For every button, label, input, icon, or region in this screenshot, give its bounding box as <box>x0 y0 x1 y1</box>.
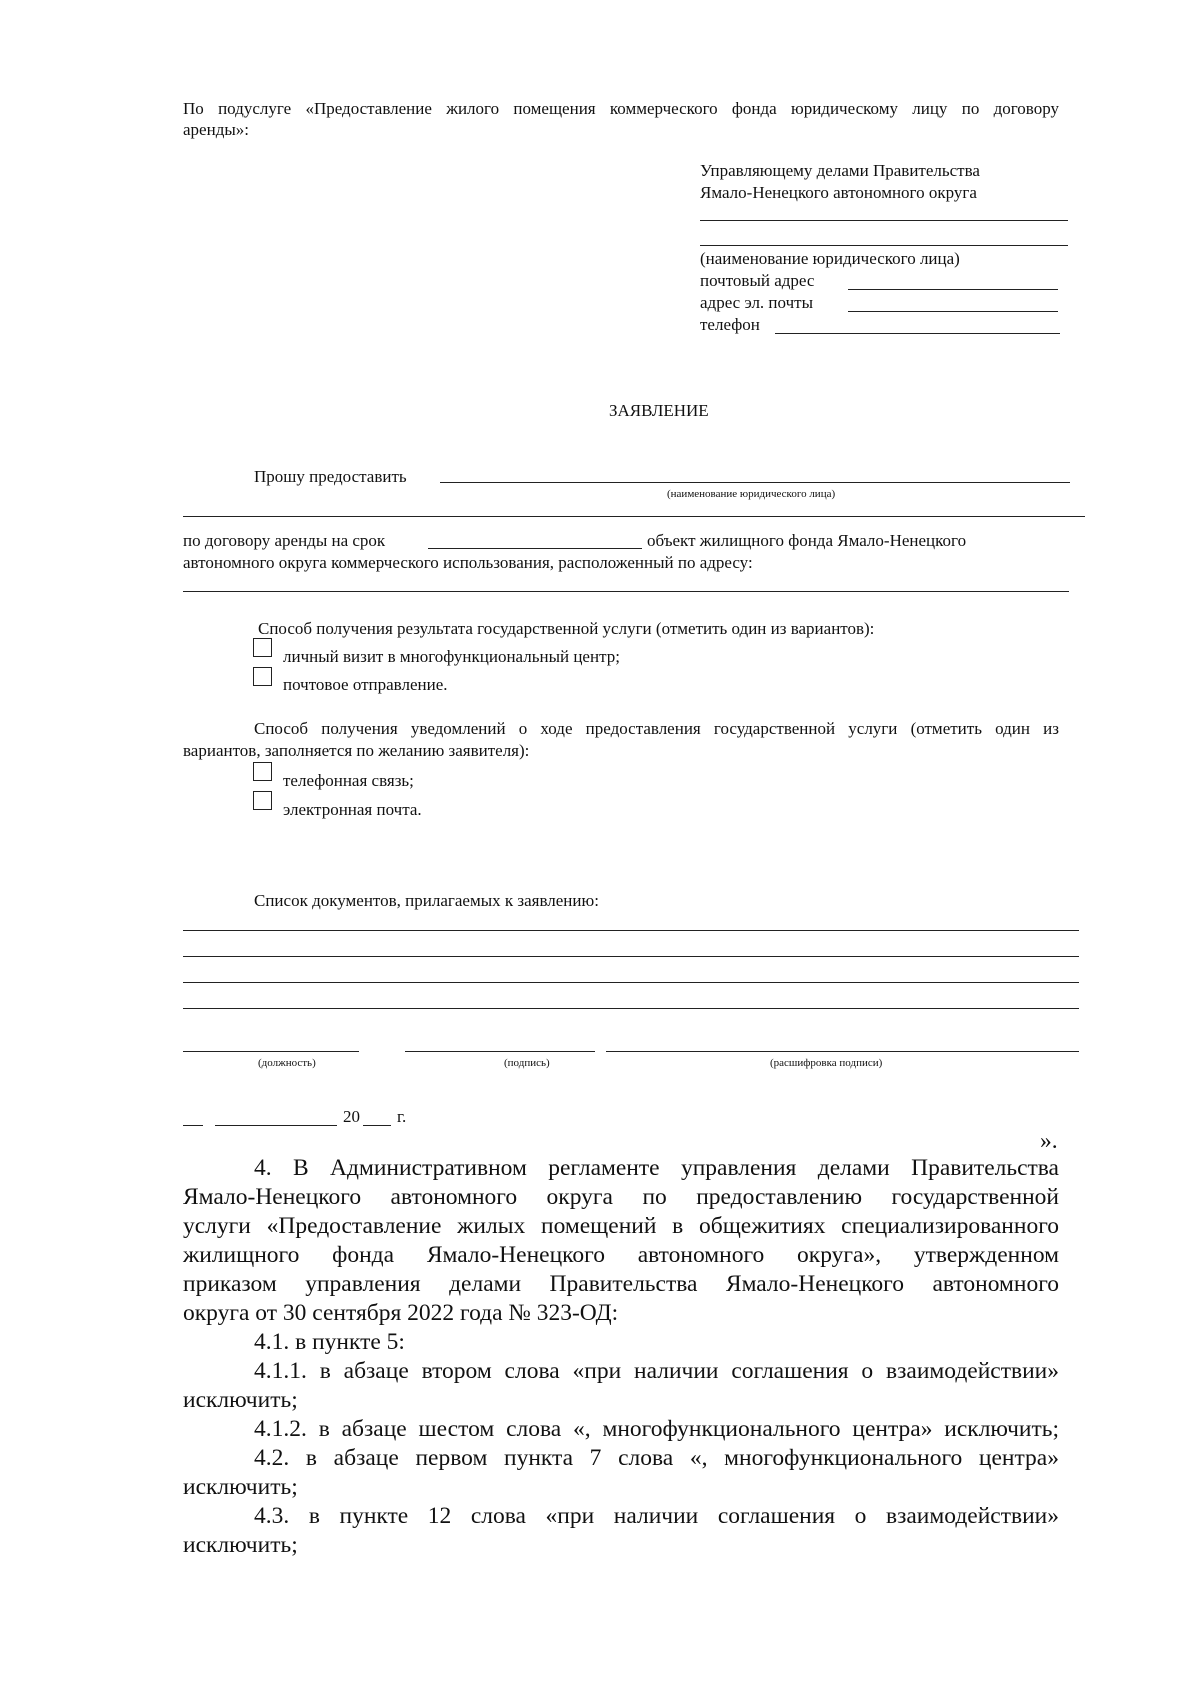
request-ask-label: Прошу предоставить <box>254 467 407 486</box>
p41: 4.1. в пункте 5: <box>254 1329 405 1355</box>
phone-field[interactable] <box>775 333 1060 334</box>
checkbox-postal[interactable] <box>253 667 272 686</box>
checkbox-personal-visit[interactable] <box>253 638 272 657</box>
notify-method-heading-1: Способ получения уведомлений о ходе предоставления государственной услуги (отметить один из <box>254 719 1059 738</box>
p42-line-1: 4.2. в абзаце первом пункта 7 слова «, многофункционального центра» <box>254 1445 1059 1471</box>
signature-decoding-caption: (расшифровка подписи) <box>770 1057 883 1069</box>
p411-line-2: исключить; <box>183 1387 298 1413</box>
term-rest: объект жилищного фонда Ямало-Ненецкого <box>647 531 967 550</box>
date-year-prefix: 20 <box>343 1107 360 1126</box>
signature-field[interactable] <box>405 1051 595 1052</box>
documents-line-2[interactable] <box>183 956 1079 957</box>
p4-line-5: приказом управления делами Правительства Ямало-Ненецкого автономного <box>183 1271 1059 1297</box>
postal-address-field[interactable] <box>848 289 1058 290</box>
notify-method-heading-2: вариантов, заполняется по желанию заявителя): <box>183 741 530 760</box>
option-phone: телефонная связь; <box>283 771 414 790</box>
documents-heading: Список документов, прилагаемых к заявлению: <box>254 891 599 910</box>
addressee-line-2: Ямало-Ненецкого автономного округа <box>700 183 977 202</box>
documents-line-4[interactable] <box>183 1008 1079 1009</box>
p4-line-6: округа от 30 сентября 2022 года № 323-ОД: <box>183 1300 619 1326</box>
documents-line-3[interactable] <box>183 982 1079 983</box>
term-label: по договору аренды на срок <box>183 531 386 550</box>
p4-line-4: жилищного фонда Ямало-Ненецкого автономного округа», утвержденном <box>183 1242 1059 1268</box>
documents-line-1[interactable] <box>183 930 1079 931</box>
email-label: адрес эл. почты <box>700 293 813 312</box>
option-email: электронная почта. <box>283 800 422 819</box>
intro-line-1: По подуслуге «Предоставление жилого помещения коммерческого фонда юридическому лицу по договору <box>183 99 1059 118</box>
p411-line-1: 4.1.1. в абзаце втором слова «при наличии соглашения о взаимодействии» <box>254 1358 1059 1384</box>
phone-label: телефон <box>700 315 760 334</box>
date-year-field[interactable] <box>363 1125 391 1126</box>
checkbox-phone[interactable] <box>253 762 272 781</box>
request-entity-field[interactable] <box>440 482 1070 483</box>
addressee-blank-2[interactable] <box>700 245 1068 246</box>
p42-line-2: исключить; <box>183 1474 298 1500</box>
date-month-field[interactable] <box>215 1125 337 1126</box>
request-entity-caption: (наименование юридического лица) <box>667 488 836 500</box>
page-title: ЗАЯВЛЕНИЕ <box>609 401 709 420</box>
option-personal-visit: личный визит в многофункциональный центр; <box>283 647 620 666</box>
legal-entity-name-caption: (наименование юридического лица) <box>700 249 960 268</box>
option-postal: почтовое отправление. <box>283 675 448 694</box>
address-field[interactable] <box>183 591 1069 592</box>
request-entity-field-2[interactable] <box>183 516 1085 517</box>
p4-line-2: Ямало-Ненецкого автономного округа по предоставлению государственной <box>183 1184 1059 1210</box>
postal-address-label: почтовый адрес <box>700 271 815 290</box>
position-field[interactable] <box>183 1051 359 1052</box>
term-field[interactable] <box>428 548 642 549</box>
date-year-suffix: г. <box>397 1107 407 1126</box>
result-method-heading: Способ получения результата государственной услуги (отметить один из вариантов): <box>258 619 875 638</box>
date-day-field[interactable] <box>183 1125 203 1126</box>
signature-caption: (подпись) <box>504 1057 550 1069</box>
p412: 4.1.2. в абзаце шестом слова «, многофункционального центра» исключить; <box>254 1416 1059 1442</box>
addressee-line-1: Управляющему делами Правительства <box>700 161 980 180</box>
email-field[interactable] <box>848 311 1058 312</box>
signature-decoding-field[interactable] <box>606 1051 1079 1052</box>
address-line: автономного округа коммерческого использования, расположенный по адресу: <box>183 553 753 572</box>
p4-line-3: услуги «Предоставление жилых помещений в общежитиях специализированного <box>183 1213 1059 1239</box>
checkbox-email[interactable] <box>253 791 272 810</box>
position-caption: (должность) <box>258 1057 316 1069</box>
closing-quote: ». <box>1040 1128 1058 1154</box>
p43-line-2: исключить; <box>183 1532 298 1558</box>
intro-line-2: аренды»: <box>183 120 249 139</box>
p4-line-1: 4. В Административном регламенте управления делами Правительства <box>254 1155 1059 1181</box>
p43-line-1: 4.3. в пункте 12 слова «при наличии соглашения о взаимодействии» <box>254 1503 1059 1529</box>
addressee-blank-1[interactable] <box>700 220 1068 221</box>
